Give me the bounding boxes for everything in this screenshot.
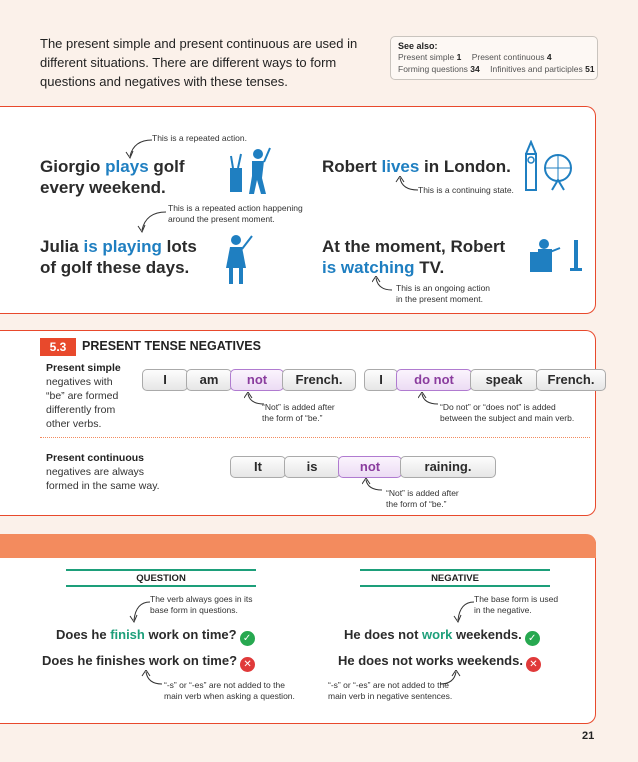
word-chip: French. xyxy=(536,369,606,391)
simple-description xyxy=(46,361,121,431)
text: in London. xyxy=(419,157,511,176)
text: in the present moment. xyxy=(396,294,483,304)
text: the form of “be.” xyxy=(262,413,323,423)
text: This is an ongoing action xyxy=(396,283,491,293)
text: other verbs. xyxy=(46,418,102,430)
text: weekends. xyxy=(452,627,522,642)
check-icon: ✓ xyxy=(525,631,540,646)
note-no-s-question xyxy=(164,680,295,702)
see-also-num: 1 xyxy=(456,52,462,62)
text: Giorgio xyxy=(40,157,106,176)
verb-highlight: is playing xyxy=(83,237,162,256)
text: between the subject and main verb. xyxy=(440,413,575,423)
note-ongoing-action xyxy=(396,283,490,305)
text: lots xyxy=(161,237,197,256)
note-do-not xyxy=(440,402,574,424)
arrow-icon xyxy=(372,276,394,294)
note-continuing-state: This is a continuing state. xyxy=(418,185,514,195)
header-band xyxy=(0,534,596,558)
text: TV. xyxy=(414,258,445,277)
text: the form of “be.” xyxy=(386,499,447,509)
word-chip: raining. xyxy=(400,456,496,478)
see-also-num: 4 xyxy=(546,52,552,62)
page-number: 21 xyxy=(582,730,595,742)
text: The base form is used xyxy=(474,594,559,604)
arrow-icon xyxy=(448,600,476,624)
cross-icon: ✕ xyxy=(526,657,541,672)
word-chip-highlight: not xyxy=(338,456,402,478)
note-no-s-negative xyxy=(328,680,452,702)
woman-golfer-icon xyxy=(220,232,254,286)
word-chip: I xyxy=(142,369,188,391)
cross-icon: ✕ xyxy=(240,657,255,672)
note-repeated-action: This is a repeated action. xyxy=(152,133,247,143)
arrow-icon xyxy=(394,176,420,194)
sentence-robert-lives xyxy=(322,156,511,177)
note-base-form-questions xyxy=(150,594,253,616)
sentence-robert-watching xyxy=(322,236,505,278)
text: This is a repeated action happening xyxy=(168,203,303,213)
verb-highlight: lives xyxy=(381,157,420,176)
text: “Do not” or “does not” is added xyxy=(440,402,556,412)
text: formed in the same way. xyxy=(46,480,160,492)
word-chip-highlight: do not xyxy=(396,369,472,391)
text: around the present moment. xyxy=(168,214,275,224)
see-also-num: 51 xyxy=(585,64,595,74)
text: Robert xyxy=(322,157,382,176)
question-heading: QUESTION xyxy=(136,573,186,584)
arrow-icon xyxy=(362,478,384,494)
text: “-s” or “-es” are not added to the xyxy=(328,680,449,690)
text: golf xyxy=(148,157,185,176)
verb-highlight: plays xyxy=(105,157,149,176)
text: Does he finishes work on time? xyxy=(42,653,238,668)
divider xyxy=(66,569,256,571)
text: “Not” is added after xyxy=(386,488,459,498)
negative-correct xyxy=(344,627,540,646)
note-not-after-be xyxy=(386,488,459,510)
sentence-giorgio xyxy=(40,156,185,198)
divider xyxy=(360,569,550,571)
text: main verb when asking a question. xyxy=(164,691,295,701)
word-chip: am xyxy=(186,369,232,391)
text: differently from xyxy=(46,404,116,416)
section-number-badge: 5.3 xyxy=(40,338,76,356)
text: Present continuous xyxy=(46,452,145,464)
see-also-link[interactable]: Infinitives and participles xyxy=(490,64,583,74)
text: negatives with xyxy=(46,376,113,388)
arrow-icon xyxy=(140,670,164,688)
divider xyxy=(360,585,550,587)
verb-highlight: is watching xyxy=(322,258,415,277)
golfer-icon xyxy=(228,146,272,196)
section-title: PRESENT TENSE NEGATIVES xyxy=(82,339,261,353)
note-repeated-now xyxy=(168,203,303,225)
see-also-num: 34 xyxy=(470,64,480,74)
text: Does he xyxy=(56,627,111,642)
check-icon: ✓ xyxy=(240,631,255,646)
text: “Not” is added after xyxy=(262,402,335,412)
text: work on time? xyxy=(144,627,237,642)
word-chip: is xyxy=(284,456,340,478)
note-base-form-negative xyxy=(474,594,558,616)
text: At the moment, Robert xyxy=(322,237,506,256)
sentence-julia xyxy=(40,236,197,278)
london-landmark-icon xyxy=(518,140,574,192)
word-chip: I xyxy=(364,369,398,391)
see-also-link[interactable]: Present simple xyxy=(398,52,455,62)
word-chip: French. xyxy=(282,369,356,391)
text: every weekend. xyxy=(40,178,166,197)
arrow-icon xyxy=(418,392,440,408)
intro-text: The present simple and present continuous are used in different situations. There are different ways to form questions and negatives with these tenses. xyxy=(40,36,358,89)
tv-watcher-icon xyxy=(528,236,584,276)
text: “be” are formed xyxy=(46,390,119,402)
word-chip: speak xyxy=(470,369,538,391)
negative-heading: NEGATIVE xyxy=(431,573,479,584)
text: He does not works weekends. xyxy=(338,653,523,668)
verb-highlight: work xyxy=(422,627,453,642)
see-also-row xyxy=(398,63,595,75)
text: “-s” or “-es” are not added to the xyxy=(164,680,285,690)
text: in the negative. xyxy=(474,605,532,615)
word-chip-highlight: not xyxy=(230,369,284,391)
continuous-description xyxy=(46,451,160,493)
verb-highlight: finish xyxy=(110,627,145,642)
text: of golf these days. xyxy=(40,258,190,277)
text: The verb always goes in its xyxy=(150,594,253,604)
divider xyxy=(66,585,256,587)
note-not-after-be xyxy=(262,402,335,424)
text: main verb in negative sentences. xyxy=(328,691,453,701)
arrow-icon xyxy=(124,600,152,624)
text: negatives are always xyxy=(46,466,145,478)
arrow-icon xyxy=(132,210,168,234)
question-correct xyxy=(56,627,255,646)
see-also-row xyxy=(398,51,590,63)
see-also-heading: See also: xyxy=(398,41,438,51)
text: Present simple xyxy=(46,362,121,374)
word-chip: It xyxy=(230,456,286,478)
text: base form in questions. xyxy=(150,605,238,615)
see-also-link[interactable]: Forming questions xyxy=(398,64,468,74)
text: Julia xyxy=(40,237,84,256)
divider xyxy=(40,437,590,438)
text: He does not xyxy=(344,627,423,642)
see-also-box xyxy=(390,36,598,80)
see-also-link[interactable]: Present continuous xyxy=(471,52,545,62)
